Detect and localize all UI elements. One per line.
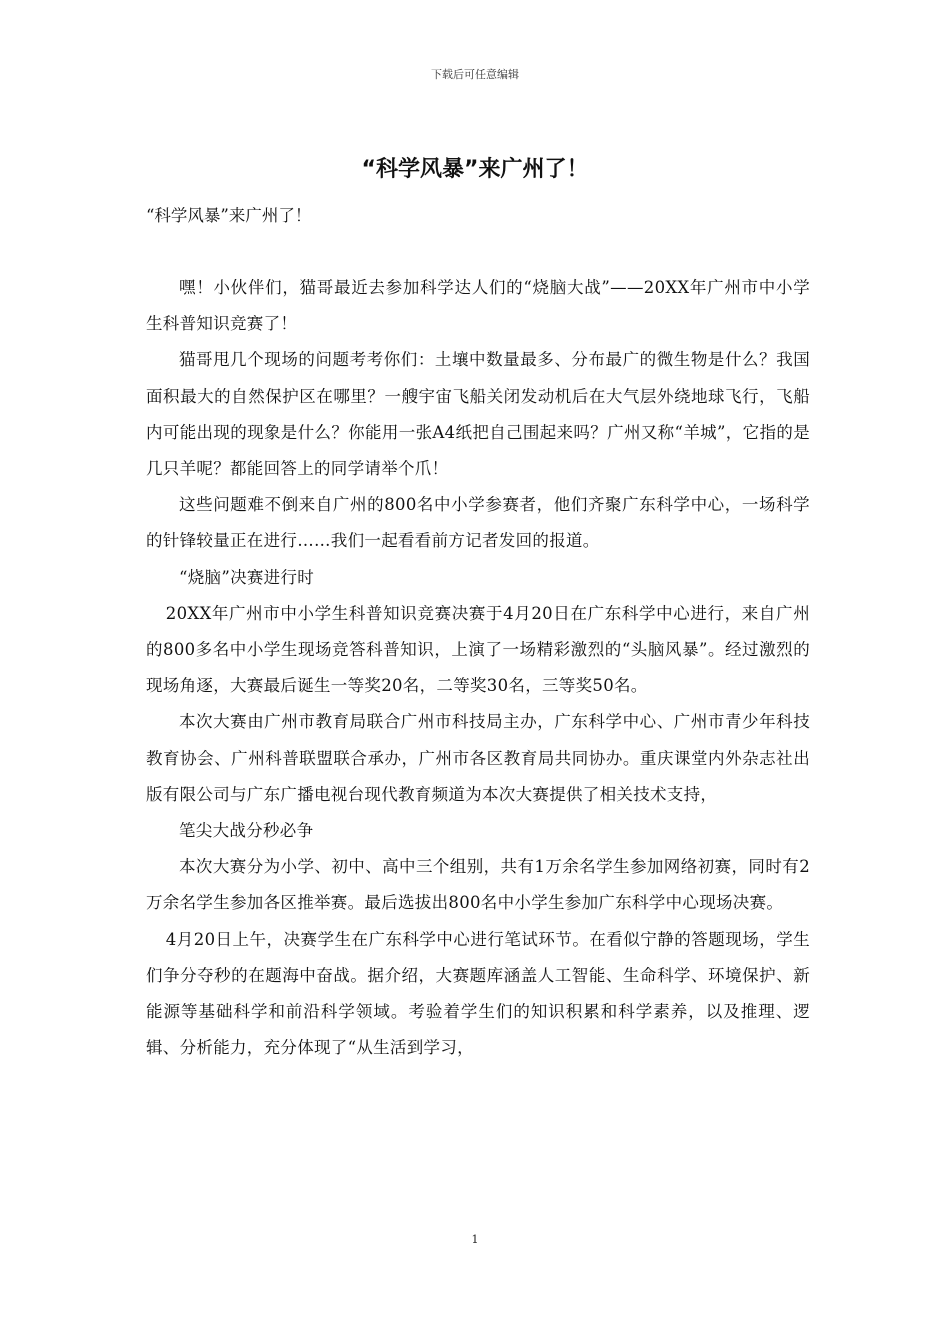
paragraph: 这些问题难不倒来自广州的800名中小学参赛者，他们齐聚广东科学中心，一场科学的针锋较量正在进行……我们一起看看前方记者发回的报道。 bbox=[146, 495, 810, 551]
document-body bbox=[146, 270, 810, 1066]
document-title: “科学风暴”来广州了！ bbox=[361, 157, 589, 182]
document-subtitle: “科学风暴”来广州了！ bbox=[146, 206, 312, 225]
paragraph: 本次大赛由广州市教育局联合广州市科技局主办，广东科学中心、广州市青少年科技教育协会、广州科普联盟联合承办，广州市各区教育局共同协办。重庆课堂内外杂志社出版有限公司与广东广播电视台现代教育频道为本次大赛提供了相关技术支持， bbox=[146, 712, 810, 804]
paragraph: 本次大赛分为小学、初中、高中三个组别，共有1万余名学生参加网络初赛，同时有2万余名学生参加各区推举赛。最后选拔出800名中小学生参加广东科学中心现场决赛。 bbox=[146, 857, 810, 913]
page-number: 1 bbox=[471, 1233, 479, 1246]
section-heading: 笔尖大战分秒必争 bbox=[179, 821, 314, 841]
download-note: 下载后可任意编辑 bbox=[431, 68, 519, 81]
paragraph: 20XX年广州市中小学生科普知识竞赛决赛于4月20日在广东科学中心进行，来自广州的800多名中小学生现场竞答科普知识，上演了一场精彩激烈的“头脑风暴”。经过激烈的现场角逐，大赛最后诞生一等奖20名，二等奖30名，三等奖50名。 bbox=[146, 603, 810, 696]
paragraph: 4月20日上午，决赛学生在广东科学中心进行笔试环节。在看似宁静的答题现场，学生们争分夺秒的在题海中奋战。据介绍，大赛题库涵盖人工智能、生命科学、环境保护、新能源等基础科学和前沿科学领域。考验着学生们的知识积累和科学素养，以及推理、逻辑、分析能力，充分体现了“从生活到学习， bbox=[146, 929, 810, 1058]
paragraph: 嘿！小伙伴们，猫哥最近去参加科学达人们的“烧脑大战”——20XX年广州市中小学生科普知识竞赛了！ bbox=[146, 278, 810, 334]
section-heading: “烧脑”决赛进行时 bbox=[179, 567, 315, 587]
paragraph: 猫哥甩几个现场的问题考考你们：土壤中数量最多、分布最广的微生物是什么？我国面积最大的自然保护区在哪里？一艘宇宙飞船关闭发动机后在大气层外绕地球飞行，飞船内可能出现的现象是什么？你能用一张A4纸把自己围起来吗？广州又称“羊城”，它指的是几只羊呢？都能回答上的同学请举个爪！ bbox=[146, 350, 810, 479]
